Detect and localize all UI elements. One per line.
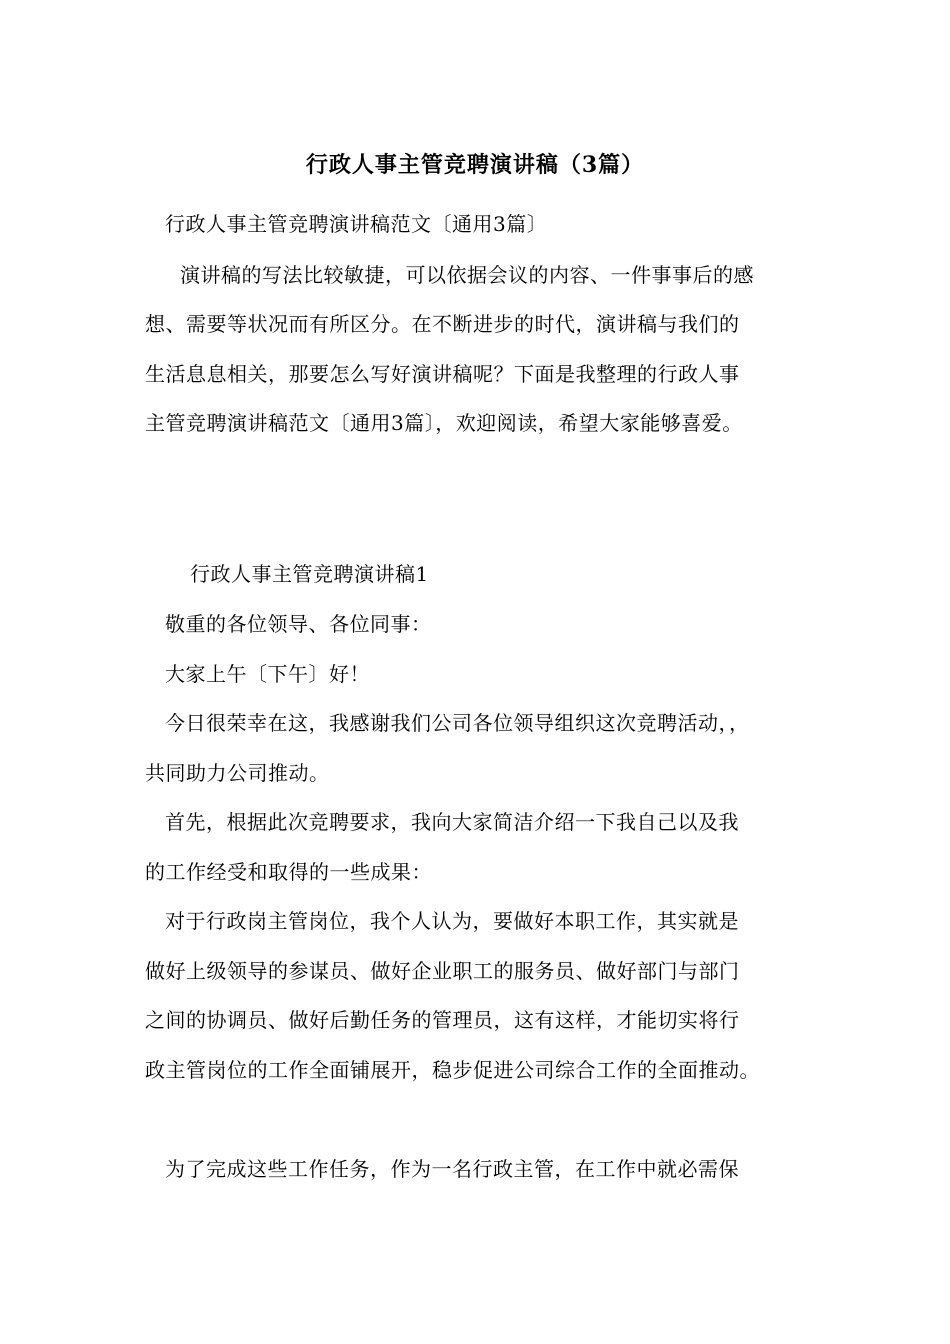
greeting: 敬重的各位领导、各位同事：	[165, 612, 432, 636]
para2-line-2: 的工作经受和取得的一些成果：	[145, 860, 432, 884]
intro-line-3: 生活息息相关，那要怎么写好演讲稿呢？下面是我整理的行政人事	[145, 362, 740, 386]
para2-line-1: 首先，根据此次竞聘要求，我向大家简洁介绍一下我自己以及我	[165, 810, 739, 834]
para3-line-1: 对于行政岗主管岗位，我个人认为，要做好本职工作，其实就是	[165, 909, 739, 933]
para1-line-2: 共同助力公司推动。	[145, 761, 330, 785]
intro-line-2: 想、需要等状况而有所区分。在不断进步的时代，演讲稿与我们的	[145, 312, 740, 336]
para3-line-4: 政主管岗位的工作全面铺展开，稳步促进公司综合工作的全面推动。	[145, 1058, 760, 1082]
intro-line-4: 主管竞聘演讲稿范文〔通用3篇〕，欢迎阅读，希望大家能够喜爱。	[145, 411, 743, 435]
para4-line-1: 为了完成这些工作任务，作为一名行政主管，在工作中就必需保	[165, 1157, 739, 1181]
para3-line-3: 之间的协调员、做好后勤任务的管理员，这有这样，才能切实将行	[145, 1008, 740, 1032]
para3-line-2: 做好上级领导的参谋员、做好企业职工的服务员、做好部门与部门	[145, 959, 740, 983]
intro-line-1: 演讲稿的写法比较敏捷，可以依据会议的内容、一件事事后的感	[180, 263, 754, 287]
document-title: 行政人事主管竞聘演讲稿（3篇）	[305, 152, 645, 178]
para1-line-1: 今日很荣幸在这，我感谢我们公司各位领导组织这次竞聘活动，，	[165, 711, 750, 735]
section-heading: 行政人事主管竞聘演讲稿1	[190, 562, 429, 586]
salutation: 大家上午〔下午〕好！	[165, 662, 370, 686]
document-subtitle: 行政人事主管竞聘演讲稿范文〔通用3篇〕	[165, 212, 548, 236]
